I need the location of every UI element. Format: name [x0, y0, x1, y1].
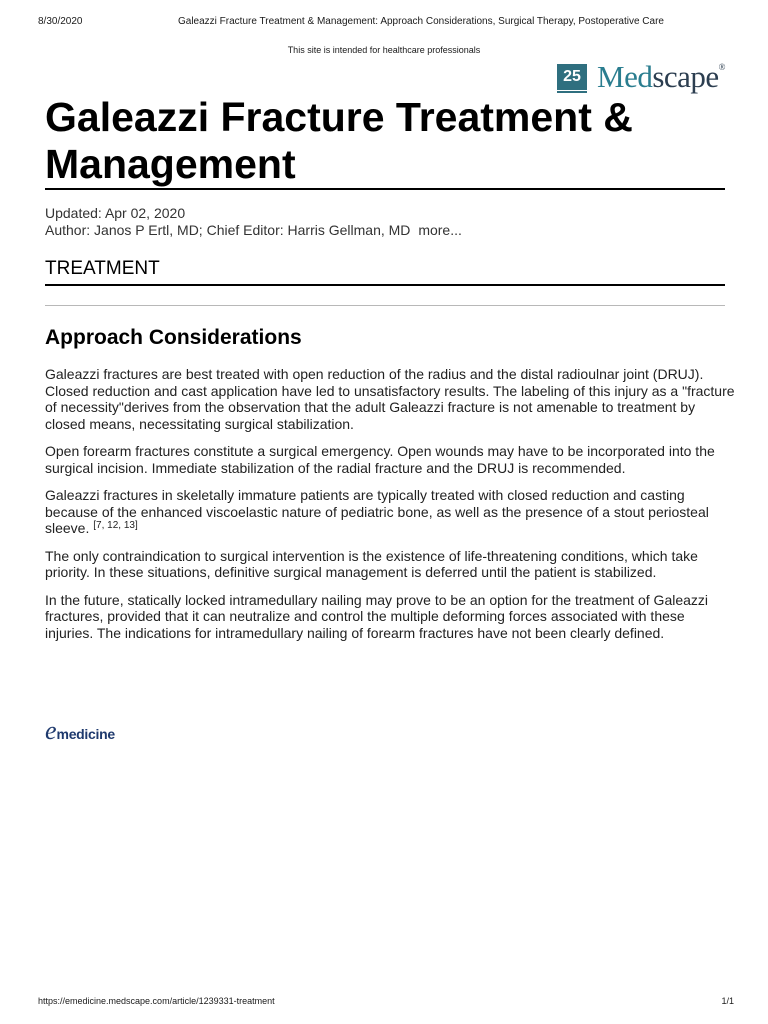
print-page-title: Galeazzi Fracture Treatment & Management: Approach Considerations, Surgical Therapy, Postoperative Care	[178, 16, 664, 27]
updated-date: Updated: Apr 02, 2020	[45, 205, 186, 221]
anniversary-badge: 25	[557, 64, 587, 90]
page-url: https://emedicine.medscape.com/article/1239331-treatment	[38, 996, 275, 1006]
author-text: Author: Janos P Ertl, MD; Chief Editor: Harris Gellman, MD	[45, 222, 411, 238]
more-authors-link[interactable]: more...	[418, 222, 462, 238]
wordmark-accent: Med	[597, 59, 653, 94]
paragraph-with-citation	[45, 487, 735, 537]
subsection-heading: Approach Considerations	[45, 326, 302, 349]
paragraph-text: Galeazzi fractures in skeletally immature patients are typically treated with closed reduction and casting because of the enhanced viscoelastic nature of pediatric bone, as well as the presence of a stout periosteal sleeve.	[45, 487, 709, 536]
emedicine-logo	[45, 716, 115, 745]
paragraph: The only contraindication to surgical intervention is the existence of life-threatening conditions, which take priority. In these situations, definitive surgical management is deferred until the patient is stabilized.	[45, 547, 698, 580]
wordmark-rest: scape	[652, 59, 719, 94]
medscape-wordmark	[597, 60, 725, 94]
citation-link[interactable]: [7, 12, 13]	[93, 520, 138, 531]
article-body	[45, 366, 735, 652]
title-divider	[45, 188, 725, 190]
print-footer	[0, 994, 768, 1008]
paragraph: Open forearm fractures constitute a surgical emergency. Open wounds may have to be incorporated into the surgical incision. Immediate stabilization of the radial fracture and the DRUJ is recommended.	[45, 443, 715, 476]
print-date: 8/30/2020	[38, 16, 83, 27]
author-line	[45, 222, 462, 239]
print-header	[0, 15, 768, 29]
paragraph: In the future, statically locked intramedullary nailing may prove to be an option for the treatment of Galeazzi fractures, provided that it can neutralize and control the multiple deforming forces associated with these injuries. The indications for intramedullary nailing of forearm fractures have not been clearly defined.	[45, 591, 709, 641]
thin-divider	[45, 305, 725, 306]
emedicine-logo-e: e	[45, 716, 57, 745]
section-divider	[45, 284, 725, 286]
page-title: Galeazzi Fracture Treatment & Management	[45, 94, 633, 187]
emedicine-logo-text: medicine	[56, 726, 115, 742]
paragraph: Galeazzi fractures are best treated with open reduction of the radius and the distal radioulnar joint (DRUJ). Closed reduction and cast application have led to unsatisfactory results. The labeling of this injury as a "fracture of necessity"derives from the observation that the adult Galeazzi fracture is not amenable to treatment by closed means, necessitating surgical stabilization.	[45, 366, 735, 432]
healthcare-professionals-notice: This site is intended for healthcare professionals	[287, 45, 481, 55]
section-heading: TREATMENT	[45, 258, 160, 279]
page-number: 1/1	[721, 996, 734, 1006]
trademark-symbol: ®	[718, 62, 726, 72]
